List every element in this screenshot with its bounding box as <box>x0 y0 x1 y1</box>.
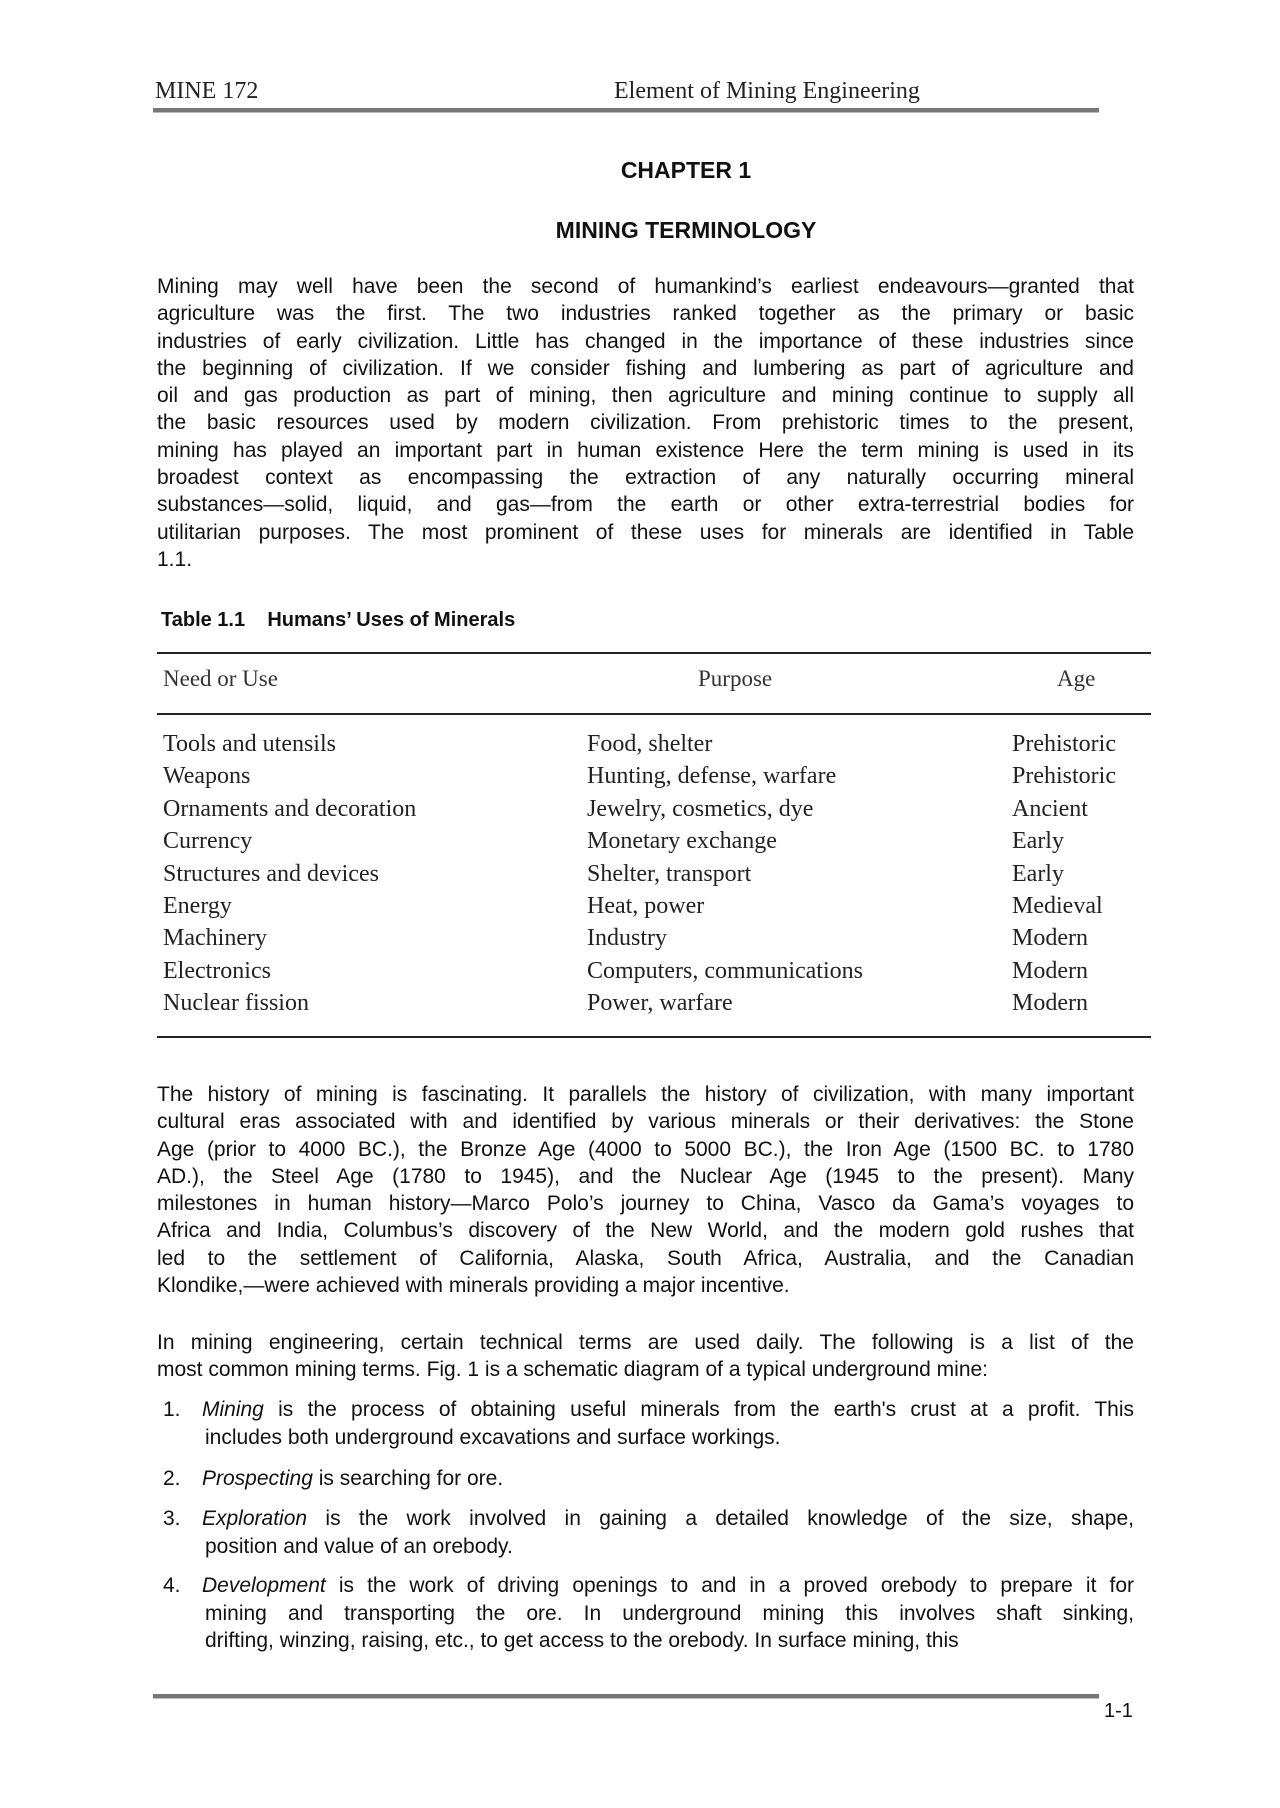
table-cell-age: Early <box>1012 828 1064 855</box>
table-cell-purpose: Food, shelter <box>587 731 713 757</box>
chapter-number: CHAPTER 1 <box>620 157 752 183</box>
table-cell-need: Nuclear fission <box>163 990 309 1017</box>
document-title: Element of Mining Engineering <box>614 78 920 104</box>
text-line: broadest context as encompassing the extraction of any naturally occurring mineral <box>157 466 1134 490</box>
intro-paragraph <box>157 273 1134 573</box>
term-name: Prospecting <box>202 1467 313 1490</box>
text-line: the beginning of civilization. If we consider fishing and lumbering as part of agriculture and <box>157 356 1134 380</box>
term-continuation-line: mining and transporting the ore. In underground mining this involves shaft sinking, <box>205 1601 1134 1625</box>
table-cell-need: Tools and utensils <box>163 731 336 757</box>
table-bottom-rule <box>157 1036 1151 1038</box>
term-definition: is the process of obtaining useful minerals from the earth's crust at a profit. This <box>263 1398 1134 1421</box>
text-line: mining has played an important part in human existence Here the term mining is used in its <box>157 438 1134 462</box>
course-code: MINE 172 <box>155 78 259 104</box>
table-cell-age: Ancient <box>1012 795 1088 822</box>
list-number: 3. <box>163 1507 181 1530</box>
table-header-need: Need or Use <box>163 666 278 691</box>
chapter-title: MINING TERMINOLOGY <box>555 217 817 243</box>
text-line: oil and gas production as part of mining, then agriculture and mining continue to supply all <box>157 384 1134 408</box>
text-line: industries of early civilization. Little has changed in the importance of these industries since <box>157 329 1134 353</box>
term-list-item <box>157 1505 1134 1560</box>
table-cell-need: Weapons <box>163 763 251 790</box>
term-definition: is the work involved in gaining a detailed knowledge of the size, shape, <box>307 1507 1134 1530</box>
term-continuation-line: position and value of an orebody. <box>205 1534 513 1558</box>
table-cell-age: Prehistoric <box>1012 763 1116 790</box>
term-name: Development <box>202 1574 326 1597</box>
text-line: most common mining terms. Fig. 1 is a schematic diagram of a typical underground mine: <box>157 1358 989 1382</box>
text-line: milestones in human history—Marco Polo’s journey to China, Vasco da Gama’s voyages to <box>157 1192 1134 1216</box>
list-number: 4. <box>163 1574 181 1597</box>
table-cell-need: Structures and devices <box>163 860 379 887</box>
table-cell-purpose: Monetary exchange <box>587 828 777 855</box>
text-line: the basic resources used by modern civilization. From prehistoric times to the present, <box>157 411 1134 435</box>
table-cell-purpose: Jewelry, cosmetics, dye <box>587 795 814 822</box>
table-cell-need: Currency <box>163 828 253 855</box>
terms-intro-paragraph <box>157 1329 1134 1384</box>
table-top-rule <box>157 652 1151 654</box>
term-list-item <box>157 1396 1134 1451</box>
table-caption: Table 1.1 Humans’ Uses of Minerals <box>161 609 516 631</box>
term-first-line <box>202 1465 1134 1493</box>
text-line: Mining may well have been the second of humankind’s earliest endeavours—granted that <box>157 275 1134 298</box>
table-cell-need: Machinery <box>163 925 267 952</box>
text-line: In mining engineering, certain technical terms are used daily. The following is a list of the <box>157 1331 1134 1354</box>
list-number: 1. <box>163 1398 181 1421</box>
term-continuation-line: drifting, winzing, raising, etc., to get access to the orebody. In surface mining, this <box>205 1629 959 1652</box>
table-cell-purpose: Computers, communications <box>587 957 863 984</box>
page-number: 1-1 <box>1104 1700 1133 1722</box>
table-cell-need: Electronics <box>163 957 271 984</box>
table-cell-purpose: Industry <box>587 925 667 952</box>
term-first-line <box>202 1396 1134 1424</box>
text-line: Klondike,—were achieved with minerals providing a major incentive. <box>157 1274 790 1298</box>
term-name: Exploration <box>202 1507 308 1530</box>
text-line: substances—solid, liquid, and gas—from the earth or other extra-terrestrial bodies for <box>157 493 1134 517</box>
table-header-rule <box>157 713 1151 715</box>
term-first-line <box>202 1572 1134 1600</box>
text-line: utilitarian purposes. The most prominent of these uses for minerals are identified in Table <box>157 520 1134 544</box>
text-line: led to the settlement of California, Alaska, South Africa, Australia, and the Canadian <box>157 1246 1134 1270</box>
text-line: AD.), the Steel Age (1780 to 1945), and the Nuclear Age (1945 to the present). Many <box>157 1164 1134 1188</box>
table-cell-purpose: Heat, power <box>587 893 705 919</box>
table-cell-age: Modern <box>1012 990 1088 1017</box>
text-line: cultural eras associated with and identified by various minerals or their derivatives: the Stone <box>157 1110 1134 1134</box>
table-cell-purpose: Shelter, transport <box>587 860 752 887</box>
text-line: agriculture was the first. The two industries ranked together as the primary or basic <box>157 302 1134 326</box>
table-header-age: Age <box>1057 666 1096 691</box>
list-number: 2. <box>163 1467 181 1490</box>
header-rule <box>153 108 1099 113</box>
text-line: The history of mining is fascinating. It parallels the history of civilization, with many important <box>157 1083 1134 1106</box>
term-list-item <box>157 1572 1134 1655</box>
text-line: Africa and India, Columbus’s discovery of the New World, and the modern gold rushes that <box>157 1219 1134 1243</box>
table-cell-purpose: Power, warfare <box>587 990 733 1017</box>
term-definition: is the work of driving openings to and in a proved orebody to prepare it for <box>325 1574 1134 1597</box>
table-cell-age: Early <box>1012 860 1064 887</box>
term-name: Mining <box>202 1398 264 1421</box>
footer-rule <box>153 1694 1099 1699</box>
text-line: Age (prior to 4000 BC.), the Bronze Age (4000 to 5000 BC.), the Iron Age (1500 BC. to 1780 <box>157 1137 1134 1161</box>
table-cell-age: Prehistoric <box>1012 731 1116 757</box>
term-definition: is searching for ore. <box>312 1467 504 1490</box>
text-line: 1.1. <box>157 547 193 571</box>
history-paragraph <box>157 1081 1134 1299</box>
table-cell-need: Ornaments and decoration <box>163 795 417 822</box>
term-continuation-line: includes both underground excavations and surface workings. <box>205 1425 781 1449</box>
table-cell-purpose: Hunting, defense, warfare <box>587 763 837 790</box>
table-cell-age: Modern <box>1012 925 1088 952</box>
term-list-item <box>157 1465 1134 1493</box>
table-cell-age: Modern <box>1012 957 1088 984</box>
table-header-purpose: Purpose <box>698 666 773 691</box>
table-cell-age: Medieval <box>1012 893 1103 919</box>
term-first-line <box>202 1505 1134 1533</box>
table-cell-need: Energy <box>163 893 232 919</box>
